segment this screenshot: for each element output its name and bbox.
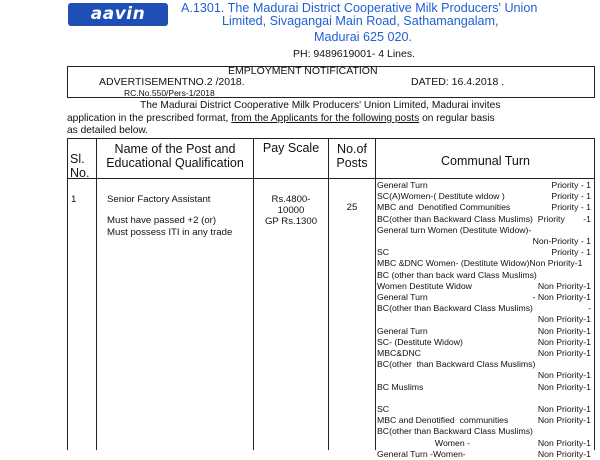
communal-turn-priority: Priority - 1 (551, 247, 591, 258)
org-name-line3: Madurai 625 020. (314, 30, 413, 44)
communal-turn-category: SC (377, 247, 390, 258)
row-qualification-1: Must have passed +2 (or) (107, 215, 217, 226)
communal-turn-row (377, 225, 593, 236)
communal-turn-priority: Non Priority-1 (537, 381, 591, 392)
intro-line1: The Madurai District Cooperative Milk Producers' Union Limited, Madurai invites (140, 100, 501, 111)
communal-turn-category: MBC &DNC Women- (Destitute Widow)Non Priority-1 (377, 258, 583, 269)
communal-turn-row (377, 449, 593, 460)
communal-turn-row (377, 180, 593, 191)
col-divider-1 (96, 138, 97, 450)
intro-line2 (67, 113, 495, 124)
header-sl-no (70, 152, 96, 180)
communal-turn-category: BC(other than Backward Class Muslims) (377, 359, 536, 370)
communal-turn-category: General Turn -Women- (377, 448, 466, 459)
advertisement-number: ADVERTISEMENTNO.2 /2018. (99, 76, 245, 88)
communal-turn-priority: Non Priority-1 (537, 325, 591, 336)
intro-line2-a: application in the prescribed format, (67, 113, 229, 124)
header-sl: Sl. (70, 152, 85, 166)
communal-turn-row (377, 337, 593, 348)
communal-turn-priority: Non Priority-1 (537, 437, 591, 448)
communal-turn-row (377, 404, 593, 415)
header-no-of-posts (329, 142, 375, 170)
communal-turn-category: General Turn (377, 292, 428, 302)
rc-number: RC.No.550/Pers-1/2018 (124, 88, 215, 98)
communal-turn-row (377, 370, 593, 381)
row-pay-1: Rs.4800- (271, 194, 311, 205)
communal-turn-row (377, 258, 593, 269)
col-divider-3 (328, 138, 329, 450)
communal-turn-category: BC(other than Backward Class Muslims) (377, 426, 533, 437)
communal-turn-row (377, 326, 593, 337)
header-post-line2: Educational Qualification (106, 156, 244, 170)
communal-turn-row (377, 247, 593, 258)
communal-turn-priority: Priority - 1 (551, 180, 591, 190)
aavin-logo: aavin (68, 3, 168, 26)
communal-turn-category: BC (other than back ward Class Muslims) (377, 269, 537, 280)
header-post (97, 142, 253, 170)
communal-turn-priority: Non Priority-1 (537, 448, 591, 459)
org-name-line1: A.1301. The Madurai District Cooperative Milk Producers' Union (181, 1, 538, 15)
communal-turn-category: BC Muslims (377, 381, 424, 392)
communal-turn-priority: Non Priority-1 (537, 348, 591, 358)
communal-turn-category: SC- (Destitute Widow) (377, 336, 463, 347)
communal-turn-category: Women Destitute Widow (377, 280, 472, 291)
communal-turn-row (377, 292, 593, 303)
communal-turn-category: General turn Women (Destitute Widow)- (377, 224, 532, 235)
communal-turn-priority: Non Priority-1 (537, 280, 591, 291)
row-no-of-posts: 25 (346, 202, 358, 213)
row-pay-2: 10000 (277, 205, 305, 217)
communal-turn-priority: Non Priority-1 (537, 314, 591, 325)
header-no: No. (70, 166, 90, 180)
col-divider-4 (375, 138, 376, 450)
header-divider (67, 178, 595, 179)
communal-turn-priority: Priority - 1 (551, 191, 591, 202)
communal-turn-priority: Non-Priority - 1 (532, 236, 591, 246)
communal-turn-priority: Non Priority-1 (537, 370, 591, 381)
row-sl-no: 1 (71, 194, 77, 205)
communal-turn-priority: Non Priority-1 (537, 404, 591, 414)
communal-turn-priority: - (588, 303, 591, 314)
communal-turn-row (377, 415, 593, 426)
communal-turn-row (377, 426, 593, 437)
row-pay-3: GP Rs.1300 (264, 216, 318, 228)
row-qualification-2: Must possess ITI in any trade (107, 227, 233, 238)
communal-turn-row (377, 348, 593, 359)
communal-turn-category: General Turn (377, 180, 428, 190)
communal-turn-category: Women - (377, 437, 471, 448)
communal-turn-priority: Non Priority-1 (537, 336, 591, 347)
communal-turn-category: MBC and Denotified Communities (377, 202, 511, 213)
header-posts-line2: Posts (336, 156, 368, 170)
header-post-line1: Name of the Post and (114, 142, 236, 156)
communal-turn-row (377, 393, 593, 404)
communal-turn-category: BC(other than Backward Class Muslims) (377, 303, 533, 314)
communal-turn-row (377, 359, 593, 370)
communal-turn-category: MBC&DNC (377, 348, 421, 358)
communal-turn-category: MBC and Denotified communities (377, 415, 509, 426)
header-pay-scale: Pay Scale (262, 141, 320, 155)
communal-turn-row (377, 314, 593, 325)
communal-turn-row (377, 202, 593, 213)
intro-line2-c: on regular basis (422, 113, 495, 124)
notification-date: DATED: 16.4.2018 . (411, 76, 505, 88)
communal-turn-row (377, 214, 593, 225)
communal-turn-priority: Priority - 1 (551, 202, 591, 213)
communal-turn-row (377, 191, 593, 202)
row-pay-scale (254, 194, 328, 228)
header-communal-turn: Communal Turn (441, 154, 530, 168)
communal-turn-row (377, 236, 593, 247)
col-divider-2 (253, 138, 254, 450)
communal-turn-row (377, 438, 593, 449)
communal-turn-row (377, 281, 593, 292)
communal-turn-row (377, 382, 593, 393)
communal-turn-priority: -1 (583, 213, 591, 224)
communal-turn-row (377, 303, 593, 314)
communal-turn-category: SC(A)Women-( Destitute widow ) (377, 191, 505, 202)
intro-line2-underlined: from the Applicants for the following posts (231, 113, 420, 124)
intro-line3: as detailed below. (67, 125, 148, 136)
communal-turn-category: BC(other than Backward Class Muslims) Priority (377, 213, 565, 224)
communal-turn-category: SC (377, 404, 390, 414)
communal-turn-priority: - Non Priority-1 (532, 292, 591, 302)
communal-turn-category: General Turn (377, 325, 428, 336)
communal-turn-row (377, 270, 593, 281)
notification-title: EMPLOYMENT NOTIFICATION (228, 65, 378, 77)
org-name-line2: Limited, Sivagangai Main Road, Sathamangalam, (222, 14, 499, 28)
row-post-name: Senior Factory Assistant (107, 194, 211, 205)
communal-turn-priority: Non Priority-1 (537, 415, 591, 426)
header-posts-line1: No.of (337, 142, 367, 156)
phone-number: PH: 9489619001- 4 Lines. (293, 48, 416, 60)
